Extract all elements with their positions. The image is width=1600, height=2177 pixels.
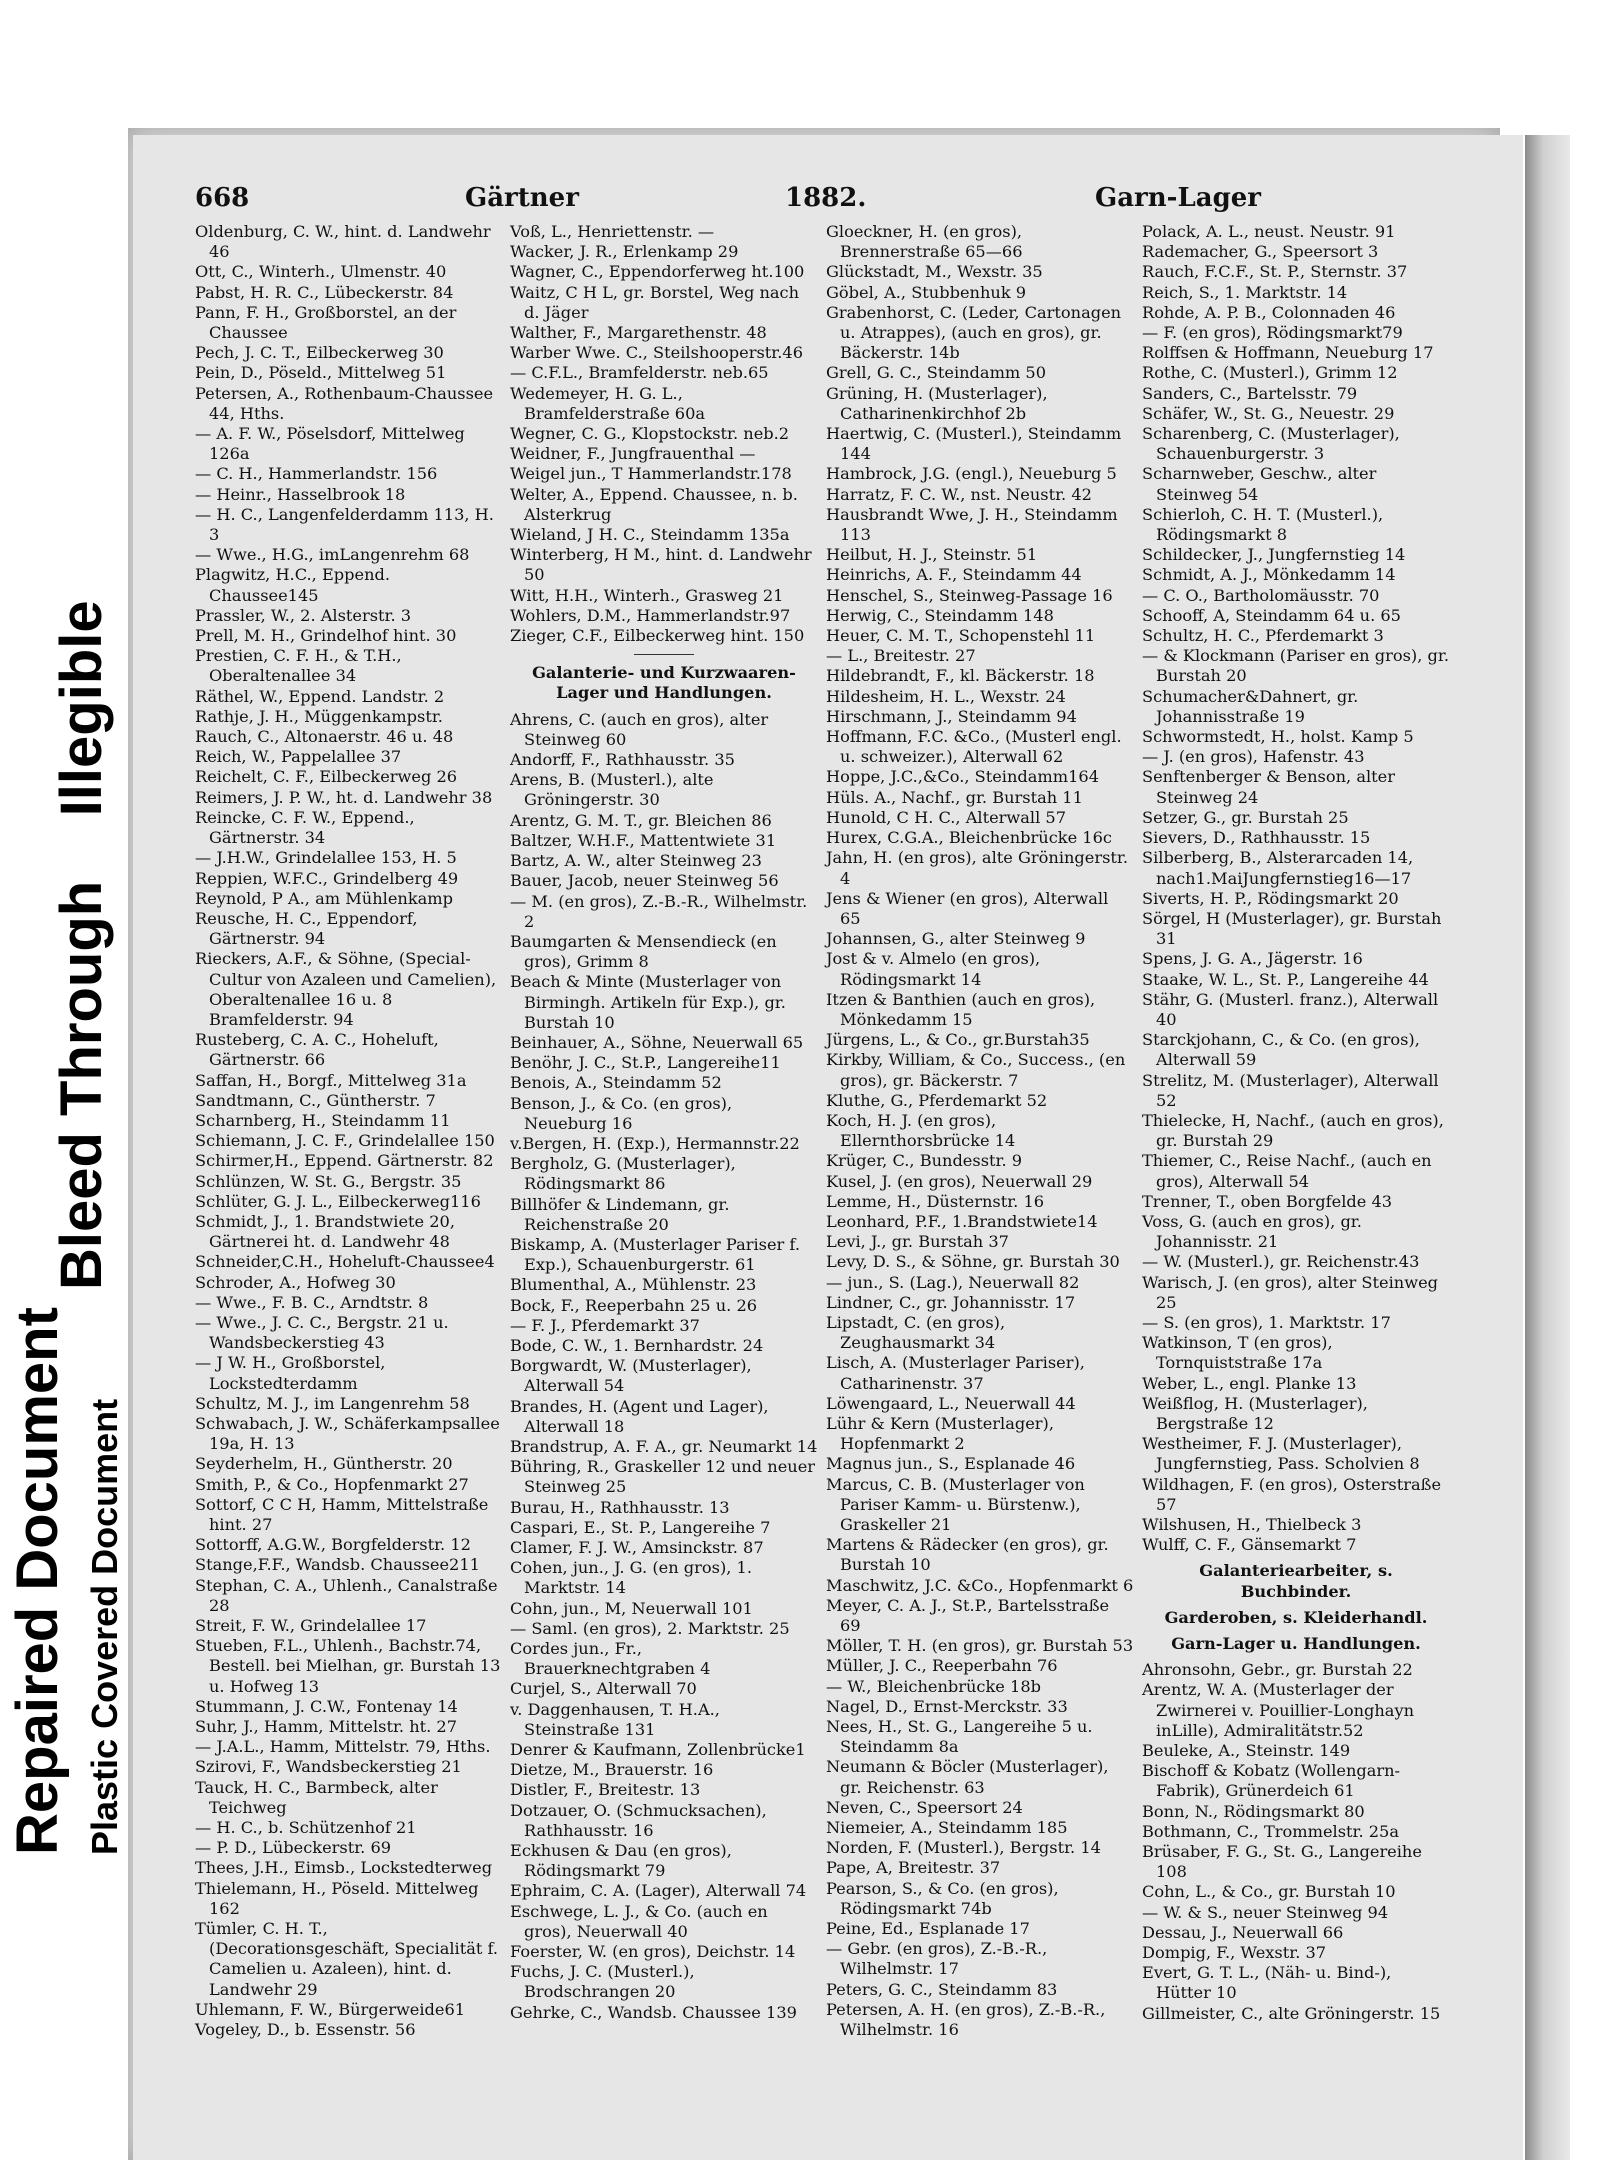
directory-entry: Rademacher, G., Speersort 3 <box>1142 242 1379 262</box>
directory-entry: Grüning, H. (Musterlager), Catharinenkirchhof 2b <box>826 383 1048 423</box>
directory-entry: Weidner, F., Jungfrauenthal — <box>510 444 756 464</box>
label-bleed-through <box>48 600 115 1290</box>
section-heading: Galanteriearbeiter, s. Buchbinder. <box>1199 1561 1393 1601</box>
directory-entry: Caspari, E., St. P., Langereihe 7 <box>510 1517 771 1537</box>
directory-entry: Walther, F., Margarethenstr. 48 <box>510 323 767 343</box>
directory-entry: Reich, W., Pappelallee 37 <box>195 747 402 767</box>
directory-entry: Schwabach, J. W., Schäferkampsallee 19a, H. 13 <box>195 1413 500 1454</box>
directory-entry: Leonhard, P.F., 1.Brandstwiete14 <box>826 1211 1098 1231</box>
directory-entry: Benois, A., Steindamm 52 <box>510 1073 722 1093</box>
directory-entry: Eckhusen & Dau (en gros), Rödingsmarkt 79 <box>510 1841 732 1881</box>
directory-entry: Spens, J. G. A., Jägerstr. 16 <box>1142 949 1363 969</box>
directory-entry: Jürgens, L., & Co., gr.Burstah35 <box>826 1030 1090 1050</box>
directory-entry: Bauer, Jacob, neuer Steinweg 56 <box>510 871 779 891</box>
directory-entry: Suhr, J., Hamm, Mittelstr. ht. 27 <box>195 1717 458 1737</box>
directory-entry: Neven, C., Speersort 24 <box>826 1797 1023 1817</box>
directory-entry: Scharenberg, C. (Musterlager), Schauenburgerstr. 3 <box>1142 424 1400 464</box>
section-heading: Garn-Lager u. Handlungen. <box>1171 1634 1421 1654</box>
directory-entry: Wegner, C. G., Klopstockstr. neb.2 <box>510 424 790 444</box>
directory-entry: Wagner, C., Eppendorferweg ht.100 <box>510 262 805 282</box>
directory-entry: Reichelt, C. F., Eilbeckerweg 26 <box>195 767 458 787</box>
directory-entry: Hurex, C.G.A., Bleichenbrücke 16c <box>826 828 1112 848</box>
directory-entry: — F. J., Pferdemarkt 37 <box>510 1315 700 1335</box>
directory-entry: Wilshusen, H., Thielbeck 3 <box>1142 1515 1362 1534</box>
directory-entry: Schlüter, G. J. L., Eilbeckerweg116 <box>195 1191 481 1211</box>
section-heading: Galanterie- und Kurzwaaren-Lager und Handlungen. <box>532 663 796 703</box>
directory-entry: Weißflog, H. (Musterlager), Bergstraße 12 <box>1142 1393 1368 1433</box>
directory-entry: — Wwe., J. C. C., Bergstr. 21 u. Wandsbeckerstieg 43 <box>195 1312 449 1353</box>
directory-entry: — Wwe., F. B. C., Arndtstr. 8 <box>195 1292 429 1312</box>
directory-entry: Schultz, H. C., Pferdemarkt 3 <box>1142 626 1384 646</box>
directory-entry: Foerster, W. (en gros), Deichstr. 14 <box>510 1942 796 1962</box>
header-right-word: Garn-Lager <box>1095 183 1261 213</box>
directory-entry: Beuleke, A., Steinstr. 149 <box>1142 1741 1351 1761</box>
directory-entry: Kluthe, G., Pferdemarkt 52 <box>826 1090 1048 1110</box>
directory-entry: — Heinr., Hasselbrook 18 <box>195 484 406 504</box>
directory-entry: Pabst, H. R. C., Lübeckerstr. 84 <box>195 282 454 302</box>
directory-entry: Trenner, T., oben Borgfelde 43 <box>1142 1191 1393 1211</box>
header-left-word: Gärtner <box>465 183 579 213</box>
directory-entry: Westheimer, F. J. (Musterlager), Jungfernstieg, Pass. Scholvien 8 <box>1142 1434 1420 1474</box>
directory-entry: Borgwardt, W. (Musterlager), Alterwall 54 <box>510 1356 752 1396</box>
directory-entry: Hildesheim, H. L., Wexstr. 24 <box>826 686 1066 706</box>
directory-entry: Hausbrandt Wwe, J. H., Steindamm 113 <box>826 504 1118 545</box>
directory-entry: Plagwitz, H.C., Eppend. Chaussee145 <box>195 565 391 605</box>
directory-entry: Biskamp, A. (Musterlager Pariser f. Exp.), Schauenburgerstr. 61 <box>510 1234 800 1275</box>
directory-entry: Räthel, W., Eppend. Landstr. 2 <box>195 686 445 706</box>
directory-entry: — C.F.L., Bramfelderstr. neb.65 <box>510 363 769 383</box>
directory-entry: Marcus, C. B. (Musterlager von Pariser Kamm- u. Bürstenw.), Graskeller 21 <box>826 1474 1085 1534</box>
directory-entry: Stähr, G. (Musterl. franz.), Alterwall 40 <box>1142 989 1439 1029</box>
directory-entry: Schultz, M. J., im Langenrehm 58 <box>195 1393 470 1413</box>
directory-entry: Rauch, F.C.F., St. P., Sternstr. 37 <box>1142 262 1408 282</box>
annotation-labels <box>0 0 125 2177</box>
directory-entry: Sandtmann, C., Güntherstr. 7 <box>195 1090 436 1110</box>
directory-entry: — H. C., b. Schützenhof 21 <box>195 1818 417 1838</box>
directory-entry: Schumacher&Dahnert, gr. Johannisstraße 19 <box>1142 686 1359 726</box>
directory-entry: Reincke, C. F. W., Eppend., Gärtnerstr. 34 <box>195 807 415 848</box>
directory-entry: Henschel, S., Steinweg-Passage 16 <box>826 585 1113 605</box>
page-header <box>195 183 1445 217</box>
directory-entry: Cohn, jun., M, Neuerwall 101 <box>510 1598 753 1618</box>
directory-entry: Peters, G. C., Steindamm 83 <box>826 1979 1058 1999</box>
directory-entry: Bergholz, G. (Musterlager), Rödingsmarkt 86 <box>510 1154 736 1194</box>
directory-entry: Dompig, F., Wexstr. 37 <box>1142 1943 1327 1963</box>
directory-entry: Bühring, R., Graskeller 12 und neuer Steinweg 25 <box>510 1457 816 1497</box>
directory-entry: Niemeier, A., Steindamm 185 <box>826 1818 1068 1838</box>
directory-entry: Oldenburg, C. W., hint. d. Landwehr 46 <box>195 222 491 262</box>
directory-entry: Schmidt, A. J., Mönkedamm 14 <box>1142 565 1396 585</box>
directory-entry: — H. C., Langenfelderdamm 113, H. 3 <box>195 504 494 545</box>
directory-entry: Fuchs, J. C. (Musterl.), Brodschrangen 20 <box>510 1962 695 2002</box>
directory-entry: — F. (en gros), Rödingsmarkt79 <box>1142 323 1403 343</box>
directory-entry: Kirkby, William, & Co., Success., (en gros), gr. Bäckerstr. 7 <box>826 1050 1126 1090</box>
directory-entry: — J.H.W., Grindelallee 153, H. 5 <box>195 848 457 868</box>
directory-entry: Jahn, H. (en gros), alte Gröningerstr. 4 <box>826 848 1129 888</box>
column-2 <box>510 222 818 2023</box>
directory-entry: Uhlemann, F. W., Bürgerweide61 <box>195 1999 466 2019</box>
header-year: 1882. <box>785 183 867 213</box>
directory-entry: Petersen, A. H. (en gros), Z.-B.-R., Wilhelmstr. 16 <box>826 1999 1106 2040</box>
directory-entry: Norden, F. (Musterl.), Bergstr. 14 <box>826 1838 1101 1858</box>
directory-entry: Martens & Rädecker (en gros), gr. Burstah 10 <box>826 1535 1109 1575</box>
directory-entry: Grabenhorst, C. (Leder, Cartonagen u. Atrappes), (auch en gros), gr. Bäckerstr. 14b <box>826 302 1122 363</box>
directory-entry: Rothe, C. (Musterl.), Grimm 12 <box>1142 363 1398 383</box>
directory-entry: Rauch, C., Altonaerstr. 46 u. 48 <box>195 727 454 747</box>
directory-entry: Witt, H.H., Winterh., Grasweg 21 <box>510 585 784 605</box>
directory-entry: Jost & v. Almelo (en gros), Rödingsmarkt 14 <box>826 949 1041 989</box>
directory-entry: Prell, M. H., Grindelhof hint. 30 <box>195 626 457 646</box>
directory-entry: Ott, C., Winterh., Ulmenstr. 40 <box>195 262 447 282</box>
directory-entry: Wohlers, D.M., Hammerlandstr.97 <box>510 605 791 625</box>
directory-entry: Prassler, W., 2. Alsterstr. 3 <box>195 605 412 625</box>
directory-entry: — Gebr. (en gros), Z.-B.-R., Wilhelmstr. 17 <box>826 1939 1048 1979</box>
directory-entry: Wildhagen, F. (en gros), Osterstraße 57 <box>1142 1474 1442 1514</box>
directory-entry: Brandes, H. (Agent und Lager), Alterwall 18 <box>510 1396 769 1436</box>
directory-entry: Schlünzen, W. St. G., Bergstr. 35 <box>195 1171 462 1191</box>
directory-entry: Magnus jun., S., Esplanade 46 <box>826 1454 1076 1474</box>
directory-entry: Dotzauer, O. (Schmucksachen), Rathhausstr. 16 <box>510 1800 767 1840</box>
directory-entry: Staake, W. L., St. P., Langereihe 44 <box>1142 969 1429 989</box>
directory-entry: Pann, F. H., Großborstel, an der Chaussee <box>195 302 457 343</box>
directory-entry: Thees, J.H., Eimsb., Lockstedterweg <box>195 1858 493 1878</box>
directory-entry: Curjel, S., Alterwall 70 <box>510 1679 697 1699</box>
directory-entry: Heilbut, H. J., Steinstr. 51 <box>826 545 1038 565</box>
directory-entry: Stephan, C. A., Uhlenh., Canalstraße 28 <box>195 1575 498 1615</box>
directory-entry: Rohde, A. P. B., Colonnaden 46 <box>1142 302 1396 322</box>
directory-entry: Reppien, W.F.C., Grindelberg 49 <box>195 868 459 888</box>
directory-entry: Reimers, J. P. W., ht. d. Landwehr 38 <box>195 787 493 807</box>
directory-entry: Thielecke, H, Nachf., (auch en gros), gr. Burstah 29 <box>1142 1110 1444 1151</box>
directory-entry: Heinrichs, A. F., Steindamm 44 <box>826 565 1082 585</box>
directory-entry: Pech, J. C. T., Eilbeckerweg 30 <box>195 343 444 363</box>
directory-entry: Billhöfer & Lindemann, gr. Reichenstraße 20 <box>510 1194 730 1234</box>
directory-entry: Krüger, C., Bundesstr. 9 <box>826 1151 1023 1171</box>
column-1 <box>195 222 503 2040</box>
directory-entry: Lindner, C., gr. Johannisstr. 17 <box>826 1292 1076 1312</box>
directory-entry: Senftenberger & Benson, alter Steinweg 24 <box>1142 767 1395 807</box>
directory-entry: Dietze, M., Brauerstr. 16 <box>510 1760 714 1780</box>
directory-entry: Kusel, J. (en gros), Neuerwall 29 <box>826 1171 1093 1191</box>
directory-entry: — C. O., Bartholomäusstr. 70 <box>1142 585 1380 605</box>
label-repaired-document: Repaired Document <box>5 1307 70 1855</box>
directory-entry: Dessau, J., Neuerwall 66 <box>1142 1922 1344 1942</box>
directory-entry: Pape, A, Breitestr. 37 <box>826 1858 1001 1878</box>
directory-entry: Bothmann, C., Trommelstr. 25a <box>1142 1821 1400 1841</box>
directory-entry: Bock, F., Reeperbahn 25 u. 26 <box>510 1295 758 1315</box>
directory-entry: Pearson, S., & Co. (en gros), Rödingsmarkt 74b <box>826 1878 1059 1918</box>
directory-entry: Stummann, J. C.W., Fontenay 14 <box>195 1696 458 1716</box>
directory-entry: Schmidt, J., 1. Brandstwiete 20, Gärtnerei ht. d. Landwehr 48 <box>195 1211 455 1252</box>
directory-entry: — S. (en gros), 1. Marktstr. 17 <box>1142 1312 1391 1332</box>
directory-entry: Warber Wwe. C., Steilshooperstr.46 <box>510 343 804 363</box>
directory-entry: Lemme, H., Düsternstr. 16 <box>826 1191 1045 1211</box>
directory-entry: Benöhr, J. C., St.P., Langereihe11 <box>510 1053 781 1073</box>
directory-entry: Rolffsen & Hoffmann, Neueburg 17 <box>1142 343 1434 363</box>
directory-entry: Sanders, C., Bartelsstr. 79 <box>1142 383 1358 403</box>
directory-entry: Ahrens, C. (auch en gros), alter Steinweg 60 <box>510 709 769 749</box>
label-illegible-text: Illegible <box>49 600 114 817</box>
directory-entry: Silberberg, B., Alsterarcaden 14, nach1.MaiJungfernstieg16—17 <box>1142 848 1414 888</box>
directory-entry: Arentz, W. A. (Musterlager der Zwirnerei v. Pouillier-Longhayn inLille), Admiralitätstr.52 <box>1142 1680 1415 1740</box>
directory-entry: — W. & S., neuer Steinweg 94 <box>1142 1902 1389 1922</box>
directory-entry: Schneider,C.H., Hoheluft-Chaussee4 <box>195 1252 495 1272</box>
directory-entry: Bartz, A. W., alter Steinweg 23 <box>510 851 762 871</box>
directory-entry: Baumgarten & Mensendieck (en gros), Grimm 8 <box>510 931 777 972</box>
directory-entry: Weigel jun., T Hammerlandstr.178 <box>510 464 792 484</box>
directory-entry: Schwormstedt, H., holst. Kamp 5 <box>1142 727 1414 747</box>
directory-entry: Sörgel, H (Musterlager), gr. Burstah 31 <box>1142 908 1442 949</box>
directory-entry: Setzer, G., gr. Burstah 25 <box>1142 807 1349 827</box>
directory-entry: Saffan, H., Borgf., Mittelweg 31a <box>195 1070 467 1090</box>
directory-entry: Vogeley, D., b. Essenstr. 56 <box>195 2020 416 2040</box>
directory-entry: Bonn, N., Rödingsmarkt 80 <box>1142 1801 1365 1821</box>
directory-entry: Siverts, H. P., Rödingsmarkt 20 <box>1142 888 1399 908</box>
directory-entry: Warisch, J. (en gros), alter Steinweg 25 <box>1142 1272 1439 1312</box>
section-heading: Garderoben, s. Kleiderhandl. <box>1164 1607 1428 1627</box>
directory-entry: Gloeckner, H. (en gros), Brennerstraße 65—66 <box>826 222 1023 262</box>
directory-entry: Waitz, C H L, gr. Borstel, Weg nach d. Jäger <box>510 282 800 322</box>
directory-entry: Blumenthal, A., Mühlenstr. 23 <box>510 1275 757 1295</box>
directory-entry: Schroder, A., Hofweg 30 <box>195 1272 396 1292</box>
book-gutter <box>1525 135 1570 2160</box>
label-bleed-text: Bleed Through <box>49 880 114 1290</box>
directory-entry: Nees, H., St. G., Langereihe 5 u. Steindamm 8a <box>826 1717 1093 1757</box>
directory-entry: Thielemann, H., Pöseld. Mittelweg 162 <box>195 1878 479 1918</box>
directory-entry: Zieger, C.F., Eilbeckerweg hint. 150 <box>510 626 805 646</box>
directory-entry: Tauck, H. C., Barmbeck, alter Teichweg <box>195 1777 438 1817</box>
directory-entry: Winterberg, H M., hint. d. Landwehr 50 <box>510 545 812 585</box>
directory-entry: Müller, J. C., Reeperbahn 76 <box>826 1656 1058 1676</box>
directory-entry: Cordes jun., Fr., Brauerknechtgraben 4 <box>510 1639 711 1679</box>
directory-entry: Benson, J., & Co. (en gros), Neueburg 16 <box>510 1093 733 1133</box>
section-divider <box>634 654 694 655</box>
directory-entry: Wacker, J. R., Erlenkamp 29 <box>510 242 739 262</box>
directory-entry: Stange,F.F., Wandsb. Chaussee211 <box>195 1555 480 1575</box>
column-4 <box>1142 222 1450 2024</box>
directory-entry: Beinhauer, A., Söhne, Neuerwall 65 <box>510 1032 804 1052</box>
directory-entry: Prestien, C. F. H., & T.H., Oberaltenallee 34 <box>195 646 402 686</box>
directory-entry: — W. (Musterl.), gr. Reichenstr.43 <box>1142 1252 1420 1272</box>
directory-entry: Gillmeister, C., alte Gröningerstr. 15 <box>1142 2003 1441 2023</box>
directory-entry: Scharnberg, H., Steindamm 11 <box>195 1110 451 1130</box>
directory-entry: Brandstrup, A. F. A., gr. Neumarkt 14 <box>510 1436 818 1456</box>
directory-entry: Hoffmann, F.C. &Co., (Musterl engl. u. schweizer.), Alterwall 62 <box>826 727 1122 767</box>
directory-entry: Brüsaber, F. G., St. G., Langereihe 108 <box>1142 1842 1422 1882</box>
column-3 <box>826 222 1134 2040</box>
directory-entry: Andorff, F., Rathhausstr. 35 <box>510 750 735 770</box>
directory-entry: Voß, L., Henriettenstr. — <box>510 222 715 241</box>
directory-entry: Welter, A., Eppend. Chaussee, n. b. Alsterkrug <box>510 484 798 524</box>
directory-entry: Heuer, C. M. T., Schopenstehl 11 <box>826 626 1096 646</box>
directory-entry: Starckjohann, C., & Co. (en gros), Alterwall 59 <box>1142 1030 1420 1070</box>
directory-entry: Johannsen, G., alter Steinweg 9 <box>826 929 1086 949</box>
directory-entry: Stueben, F.L., Uhlenh., Bachstr.74, Bestell. bei Mielhan, gr. Burstah 13 u. Hofweg 13 <box>195 1636 501 1696</box>
directory-entry: Löwengaard, L., Neuerwall 44 <box>826 1393 1076 1413</box>
directory-entry: Evert, G. T. L., (Näh- u. Bind-), Hütter 10 <box>1142 1963 1392 2003</box>
directory-entry: Hoppe, J.C.,&Co., Steindamm164 <box>826 767 1100 787</box>
directory-entry: Weber, L., engl. Planke 13 <box>1142 1373 1357 1393</box>
directory-entry: — A. F. W., Pöselsdorf, Mittelweg 126a <box>195 424 465 464</box>
directory-entry: Maschwitz, J.C. &Co., Hopfenmarkt 6 <box>826 1575 1134 1595</box>
directory-entry: v. Daggenhausen, T. H.A., Steinstraße 131 <box>510 1699 720 1739</box>
directory-entry: Wedemeyer, H. G. L., Bramfelderstraße 60a <box>510 383 706 423</box>
directory-entry: Clamer, F. J. W., Amsinckstr. 87 <box>510 1538 764 1557</box>
directory-entry: Hüls. A., Nachf., gr. Burstah 11 <box>826 787 1083 807</box>
directory-entry: Lisch, A. (Musterlager Pariser), Catharinenstr. 37 <box>826 1353 1085 1393</box>
directory-entry: — J. (en gros), Hafenstr. 43 <box>1142 747 1365 767</box>
directory-entry: Wieland, J H. C., Steindamm 135a <box>510 525 790 545</box>
directory-entry: — Saml. (en gros), 2. Marktstr. 25 <box>510 1618 790 1638</box>
directory-entry: Hunold, C H. C., Alterwall 57 <box>826 807 1067 827</box>
directory-entry: Lipstadt, C. (en gros), Zeughausmarkt 34 <box>826 1312 1006 1353</box>
label-plastic-covered: Plastic Covered Document <box>84 1398 125 1855</box>
directory-entry: Meyer, C. A. J., St.P., Bartelsstraße 69 <box>826 1595 1110 1636</box>
directory-entry: Ephraim, C. A. (Lager), Alterwall 74 <box>510 1881 807 1901</box>
directory-entry: Haertwig, C. (Musterl.), Steindamm 144 <box>826 424 1122 464</box>
directory-entry: v.Bergen, H. (Exp.), Hermannstr.22 <box>510 1133 800 1153</box>
directory-entry: Göbel, A., Stubbenhuk 9 <box>826 282 1027 302</box>
directory-entry: Gehrke, C., Wandsb. Chaussee 139 <box>510 2002 797 2022</box>
directory-entry: Harratz, F. C. W., nst. Neustr. 42 <box>826 484 1092 504</box>
directory-entry: Herwig, C., Steindamm 148 <box>826 605 1054 625</box>
directory-entry: Rathje, J. H., Müggenkampstr. <box>195 706 443 726</box>
directory-entry: Beach & Minte (Musterlager von Birmingh. Artikeln für Exp.), gr. Burstah 10 <box>510 972 786 1032</box>
directory-entry: Petersen, A., Rothenbaum-Chaussee 44, Hths. <box>195 383 494 423</box>
directory-entry: Sievers, D., Rathhausstr. 15 <box>1142 828 1371 848</box>
directory-entry: Rusteberg, C. A. C., Hoheluft, Gärtnerstr. 66 <box>195 1030 439 1070</box>
directory-entry: — W., Bleichenbrücke 18b <box>826 1676 1041 1696</box>
directory-entry: Rieckers, A.F., & Söhne, (Special-Cultur von Azaleen und Camelien), Oberaltenallee 16 u. 8 Bramfelderstr. 94 <box>195 949 497 1029</box>
directory-entry: Arens, B. (Musterl.), alte Gröningerstr. 30 <box>510 770 714 810</box>
directory-entry: Ahronsohn, Gebr., gr. Burstah 22 <box>1142 1660 1413 1680</box>
directory-entry: Tümler, C. H. T., (Decorationsgeschäft, Specialität f. Camelien u. Azaleen), hint. d. Landwehr 29 <box>195 1919 499 1999</box>
directory-entry: Lühr & Kern (Musterlager), Hopfenmarkt 2 <box>826 1413 1054 1454</box>
directory-entry: Levi, J., gr. Burstah 37 <box>826 1232 1009 1252</box>
directory-entry: Jens & Wiener (en gros), Alterwall 65 <box>826 888 1109 928</box>
directory-entry: — J W. H., Großborstel, Lockstedterdamm <box>195 1353 386 1393</box>
directory-entry: — L., Breitestr. 27 <box>826 646 976 666</box>
directory-entry: Sottorff, A.G.W., Borgfelderstr. 12 <box>195 1535 471 1555</box>
directory-entry: Burau, H., Rathhausstr. 13 <box>510 1497 730 1517</box>
directory-entry: — jun., S. (Lag.), Neuerwall 82 <box>826 1272 1080 1292</box>
directory-entry: Reusche, H. C., Eppendorf, Gärtnerstr. 94 <box>195 908 418 949</box>
directory-entry: Neumann & Böcler (Musterlager), gr. Reichenstr. 63 <box>826 1757 1109 1797</box>
directory-entry: Sottorf, C C H, Hamm, Mittelstraße hint. 27 <box>195 1494 489 1534</box>
directory-entry: Smith, P., & Co., Hopfenmarkt 27 <box>195 1474 469 1494</box>
directory-entry: Bischoff & Kobatz (Wollengarn-Fabrik), Grünerdeich 61 <box>1142 1761 1401 1801</box>
directory-entry: Seyderhelm, H., Güntherstr. 20 <box>195 1454 453 1474</box>
directory-entry: Denrer & Kaufmann, Zollenbrücke1 <box>510 1740 806 1760</box>
directory-entry: Bode, C. W., 1. Bernhardstr. 24 <box>510 1335 764 1355</box>
directory-entry: Hambrock, J.G. (engl.), Neueburg 5 <box>826 464 1117 484</box>
directory-entry: Schierloh, C. H. T. (Musterl.), Rödingsmarkt 8 <box>1142 504 1384 545</box>
directory-entry: — J.A.L., Hamm, Mittelstr. 79, Hths. <box>195 1737 491 1757</box>
directory-entry: Streit, F. W., Grindelallee 17 <box>195 1616 427 1636</box>
directory-entry: Distler, F., Breitestr. 13 <box>510 1780 701 1800</box>
directory-entry: — C. H., Hammerlandstr. 156 <box>195 464 438 484</box>
directory-entry: Thiemer, C., Reise Nachf., (auch en gros), Alterwall 54 <box>1142 1151 1432 1191</box>
directory-entry: Levy, D. S., & Söhne, gr. Burstah 30 <box>826 1252 1120 1272</box>
directory-entry: Scharnweber, Geschw., alter Steinweg 54 <box>1142 464 1377 504</box>
directory-entry: Grell, G. C., Steindamm 50 <box>826 363 1047 383</box>
directory-entry: Möller, T. H. (en gros), gr. Burstah 53 <box>826 1636 1134 1656</box>
directory-entry: Arentz, G. M. T., gr. Bleichen 86 <box>510 810 772 830</box>
directory-entry: Szirovi, F., Wandsbeckerstieg 21 <box>195 1757 462 1777</box>
directory-entry: Wulff, C. F., Gänsemarkt 7 <box>1142 1535 1357 1555</box>
directory-entry: Schildecker, J., Jungfernstieg 14 <box>1142 545 1406 565</box>
directory-entry: Reynold, P A., am Mühlenkamp <box>195 888 454 908</box>
directory-entry: Reich, S., 1. Marktstr. 14 <box>1142 282 1348 302</box>
directory-entry: Schiemann, J. C. F., Grindelallee 150 <box>195 1131 495 1151</box>
directory-entry: Nagel, D., Ernst-Merckstr. 33 <box>826 1696 1068 1716</box>
directory-entry: — M. (en gros), Z.-B.-R., Wilhelmstr. 2 <box>510 891 808 931</box>
directory-entry: Cohn, L., & Co., gr. Burstah 10 <box>1142 1882 1396 1902</box>
directory-entry: Strelitz, M. (Musterlager), Alterwall 52 <box>1142 1070 1439 1110</box>
directory-entry: Polack, A. L., neust. Neustr. 91 <box>1142 222 1396 241</box>
directory-entry: Itzen & Banthien (auch en gros), Mönkedamm 15 <box>826 989 1096 1029</box>
directory-entry: — P. D., Lübeckerstr. 69 <box>195 1838 392 1858</box>
directory-entry: Eschwege, L. J., & Co. (auch en gros), Neuerwall 40 <box>510 1901 768 1941</box>
directory-entry: Peine, Ed., Esplanade 17 <box>826 1919 1030 1939</box>
directory-entry: Watkinson, T (en gros), Tornquiststraße 17a <box>1142 1333 1333 1373</box>
directory-entry: Baltzer, W.H.F., Mattentwiete 31 <box>510 830 777 850</box>
directory-entry: Schirmer,H., Eppend. Gärtnerstr. 82 <box>195 1151 494 1171</box>
directory-entry: Hildebrandt, F., kl. Bäckerstr. 18 <box>826 666 1095 686</box>
directory-entry: Glückstadt, M., Wexstr. 35 <box>826 262 1043 282</box>
directory-entry: Hirschmann, J., Steindamm 94 <box>826 706 1077 726</box>
directory-entry: Voss, G. (auch en gros), gr. Johannisstr. 21 <box>1142 1211 1362 1252</box>
page-number: 668 <box>195 183 250 213</box>
directory-entry: Koch, H. J. (en gros), Ellernthorsbrücke 14 <box>826 1110 1016 1151</box>
directory-entry: Cohen, jun., J. G. (en gros), 1. Marktstr. 14 <box>510 1558 752 1598</box>
directory-entry: — & Klockmann (Pariser en gros), gr. Burstah 20 <box>1142 646 1449 686</box>
directory-entry: Schäfer, W., St. G., Neuestr. 29 <box>1142 403 1395 423</box>
directory-entry: — Wwe., H.G., imLangenrehm 68 <box>195 545 470 565</box>
directory-entry: Pein, D., Pöseld., Mittelweg 51 <box>195 363 447 383</box>
directory-entry: Schooff, A, Steindamm 64 u. 65 <box>1142 605 1401 625</box>
